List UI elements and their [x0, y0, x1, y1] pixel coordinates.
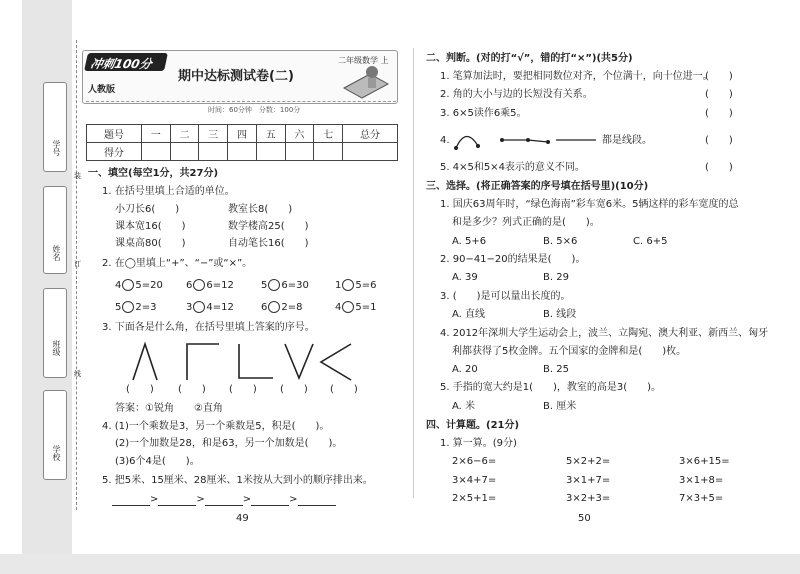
choice-option[interactable]: B. 线段 [543, 309, 577, 320]
operator-blank[interactable] [268, 279, 280, 291]
score-cell[interactable] [141, 143, 170, 161]
edition-label: 人教版 [88, 85, 116, 95]
q1-item: 自动笔长16( ) [228, 238, 309, 249]
q1-item: 小刀长6( ) [115, 204, 180, 215]
judge-answer-blank[interactable]: ( ) [705, 71, 733, 82]
choice-q2: 2. 90−41−20的结果是( )。 [440, 254, 586, 265]
brand-logo: 冲刺100分 [84, 53, 168, 71]
score-cell[interactable] [199, 143, 228, 161]
student-id-label: 学号 [52, 140, 61, 156]
operator-blank[interactable] [122, 301, 134, 313]
score-head-cell: 总分 [343, 125, 398, 143]
cut-mark-3: 线 [74, 370, 81, 378]
q3-blank[interactable]: ( ) [280, 384, 308, 395]
q3-blank[interactable]: ( ) [229, 384, 257, 395]
choice-option[interactable]: A. 20 [452, 364, 478, 375]
cut-mark-1: 装 [74, 172, 81, 180]
score-cell[interactable] [314, 143, 343, 161]
calc-item[interactable]: 3×1+8= [679, 475, 724, 486]
judge-item: 2. 角的大小与边的长短没有关系。 [440, 89, 593, 100]
calc-item[interactable]: 3×1+7= [566, 475, 611, 486]
section4-title: 四、计算题。(21分) [426, 420, 520, 431]
judge-item-tail: 都是线段。 [602, 135, 652, 146]
section3-title: 三、选择。(将正确答案的序号填在括号里)(10分) [426, 181, 649, 192]
cut-mark-2: 订 [74, 260, 81, 268]
score-head-cell: 三 [199, 125, 228, 143]
line-shapes [452, 126, 602, 152]
operator-blank[interactable] [342, 279, 354, 291]
calc-item[interactable]: 2×5+1= [452, 493, 497, 504]
student-id-box[interactable] [43, 82, 67, 172]
name-label: 姓名 [52, 245, 61, 261]
q2-item: 5 6=30 [261, 280, 309, 291]
class-label: 班级 [52, 340, 61, 356]
q1-stem: 1. 在括号里填上合适的单位。 [102, 186, 235, 197]
angle-figure-3 [239, 344, 273, 378]
calc-item[interactable]: 3×4+7= [452, 475, 497, 486]
choice-q5: 5. 手指的宽大约是1( )，教室的高是3( )。 [440, 382, 662, 393]
angle-figure-1 [133, 344, 157, 380]
grade-label: 二年级数学 上 [338, 56, 389, 65]
angle-figure-4 [285, 344, 313, 378]
judge-answer-blank[interactable]: ( ) [705, 135, 733, 146]
calc-subtitle: 1. 算一算。(9分) [440, 438, 517, 449]
judge-item: 1. 笔算加法时，要把相同数位对齐，个位满十，向十位进一。 [440, 71, 713, 82]
operator-blank[interactable] [342, 301, 354, 313]
score-row-label: 得分 [87, 143, 142, 161]
q1-item: 课本宽16( ) [115, 221, 186, 232]
score-table [86, 124, 398, 161]
header-divider [86, 101, 396, 102]
calc-item[interactable]: 5×2+2= [566, 456, 611, 467]
q2-item: 4 5=1 [335, 302, 377, 313]
q2-item: 4 5=20 [115, 280, 163, 291]
score-head-cell: 二 [170, 125, 199, 143]
judge-answer-blank[interactable]: ( ) [705, 108, 733, 119]
q5-stem: 5. 把5米、15厘米、28厘米、1米按从大到小的顺序排出来。 [102, 475, 373, 486]
section2-title: 二、判断。(对的打“√”，错的打“×”)(共5分) [426, 53, 633, 64]
desk-illustration-icon [340, 62, 390, 100]
time-score-info: 时间：60分钟 分数：100分 [208, 106, 301, 114]
q4-line: (2)一个加数是28，和是63，另一个加数是( )。 [115, 438, 343, 449]
school-label: 学校 [52, 445, 61, 461]
q1-item: 数学楼高25( ) [228, 221, 309, 232]
q4-line: (3)6个4是( )。 [115, 456, 200, 467]
class-box[interactable] [43, 288, 67, 378]
operator-blank[interactable] [193, 279, 205, 291]
bottom-bar [0, 554, 800, 574]
choice-q1-line: 和是多少？列式正确的是( )。 [452, 217, 600, 228]
score-head-cell: 一 [141, 125, 170, 143]
q3-stem: 3. 下面各是什么角，在括号里填上答案的序号。 [102, 322, 315, 333]
choice-option[interactable]: C. 6+5 [633, 236, 668, 247]
q1-item: 课桌高80( ) [115, 238, 186, 249]
cut-line [76, 40, 77, 510]
calc-item[interactable]: 7×3+5= [679, 493, 724, 504]
q4-line: 4. (1)一个乘数是3，另一个乘数是5，积是( )。 [102, 421, 330, 432]
score-head-cell: 七 [314, 125, 343, 143]
score-cell[interactable] [228, 143, 257, 161]
choice-option[interactable]: B. 25 [543, 364, 569, 375]
q2-item: 6 2=8 [261, 302, 303, 313]
q3-blank[interactable]: ( ) [126, 384, 154, 395]
judge-item: 5. 4×5和5×4表示的意义不同。 [440, 162, 585, 173]
judge-answer-blank[interactable]: ( ) [705, 162, 733, 173]
page-title: 期中达标测试卷(二) [178, 69, 294, 84]
score-cell[interactable] [343, 143, 398, 161]
page-number-left: 49 [236, 513, 249, 524]
score-cell[interactable] [256, 143, 285, 161]
choice-option[interactable]: A. 直线 [452, 309, 486, 320]
calc-item[interactable]: 2×6−6= [452, 456, 497, 467]
angle-figure-5 [321, 344, 351, 380]
choice-option[interactable]: B. 厘米 [543, 401, 577, 412]
page-divider [413, 48, 414, 498]
order-blanks[interactable]: > > > > [112, 493, 336, 506]
q2-item: 1 5=6 [335, 280, 377, 291]
q2-item: 6 6=12 [186, 280, 234, 291]
operator-blank[interactable] [268, 301, 280, 313]
score-head-cell: 五 [256, 125, 285, 143]
choice-q4-line: 利都获得了5枚金牌。五个国家的金牌和是( )枚。 [452, 346, 687, 357]
angle-figure-2 [187, 344, 219, 380]
q1-item: 教室长8( ) [228, 204, 293, 215]
choice-option[interactable]: B. 5×6 [543, 236, 578, 247]
section1-title: 一、填空(每空1分，共27分) [88, 168, 219, 179]
calc-item[interactable]: 3×6+15= [679, 456, 730, 467]
q2-item: 3 4=12 [186, 302, 234, 313]
choice-q3: 3. ( )是可以量出长度的。 [440, 291, 571, 302]
school-box[interactable] [43, 390, 67, 480]
judge-item: 3. 6×5读作6乘5。 [440, 108, 527, 119]
choice-q1-line: 1. 国庆63周年时，“绿色海南”彩车宽6米。5辆这样的彩车宽度的总 [440, 199, 739, 210]
score-head-cell: 题号 [87, 125, 142, 143]
q3-blank[interactable]: ( ) [330, 384, 358, 395]
judge-item: 4. [440, 135, 450, 146]
operator-blank[interactable] [193, 301, 205, 313]
choice-option[interactable]: A. 5+6 [452, 236, 487, 247]
score-cell[interactable] [285, 143, 314, 161]
angle-figures [115, 340, 365, 382]
q3-answer-key: 答案：①锐角 ②直角 [115, 403, 223, 414]
score-cell[interactable] [170, 143, 199, 161]
score-head-cell: 四 [228, 125, 257, 143]
q3-blank[interactable]: ( ) [178, 384, 206, 395]
score-head-cell: 六 [285, 125, 314, 143]
choice-option[interactable]: A. 39 [452, 272, 478, 283]
choice-option[interactable]: B. 29 [543, 272, 569, 283]
q2-stem: 2. 在◯里填上“+”、“−”或“×”。 [102, 258, 253, 269]
judge-answer-blank[interactable]: ( ) [705, 89, 733, 100]
calc-item[interactable]: 3×2+3= [566, 493, 611, 504]
choice-option[interactable]: A. 米 [452, 401, 476, 412]
operator-blank[interactable] [122, 279, 134, 291]
choice-q4-line: 4. 2012年深圳大学生运动会上，波兰、立陶宛、澳大利亚、新西兰、匈牙 [440, 328, 769, 339]
q2-item: 5 2=3 [115, 302, 157, 313]
page-number-right: 50 [578, 513, 591, 524]
